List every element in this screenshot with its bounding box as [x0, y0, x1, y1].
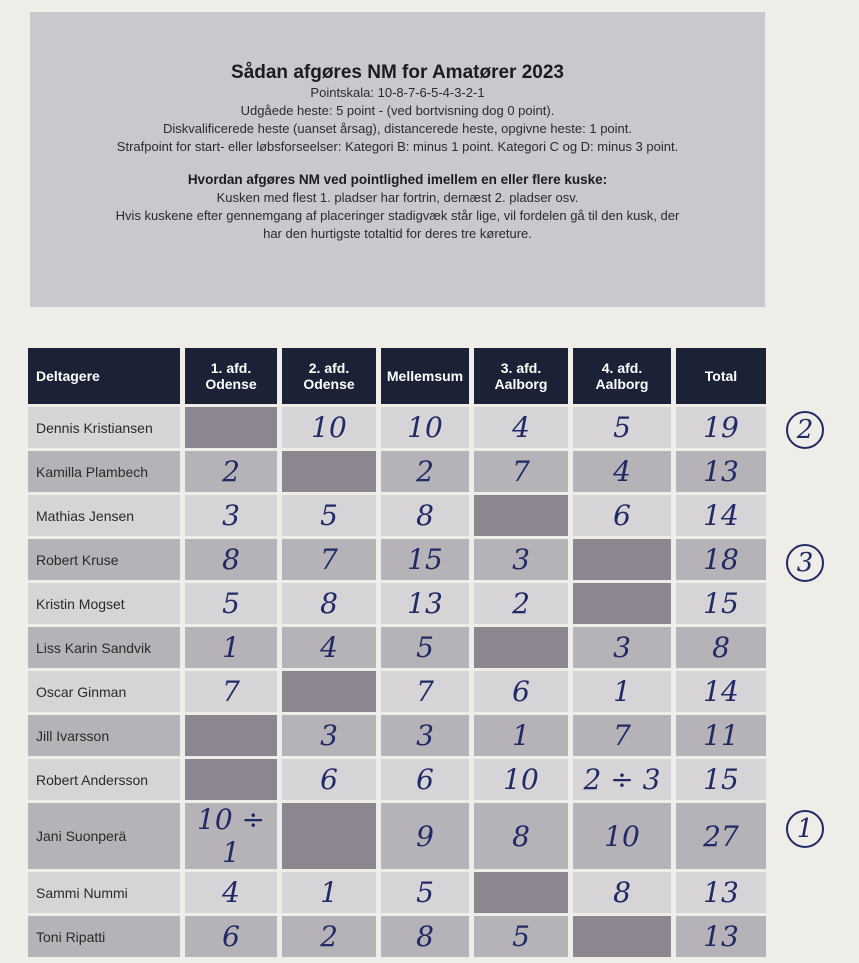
score-cell: 6	[573, 495, 671, 536]
score-cell: 3	[282, 715, 376, 756]
header-deltagere: Deltagere	[28, 348, 180, 404]
placement-circle: 1	[786, 810, 824, 848]
score-cell: 5	[474, 916, 568, 957]
participant-name: Toni Ripatti	[28, 916, 180, 957]
score-cell	[185, 715, 277, 756]
score-cell: 8	[676, 627, 766, 668]
score-cell: 8	[381, 495, 469, 536]
participant-name: Robert Kruse	[28, 539, 180, 580]
score-cell: 8	[474, 803, 568, 869]
table-row	[28, 627, 766, 668]
table-row	[28, 539, 766, 580]
rules-title: Sådan afgøres NM for Amatører 2023	[231, 62, 564, 83]
header-2-afd-text: 2. afd. Odense	[303, 360, 355, 392]
score-cell: 1	[185, 627, 277, 668]
score-cell: 7	[282, 539, 376, 580]
participant-name: Kamilla Plambech	[28, 451, 180, 492]
rules-line: Pointskala: 10-8-7-6-5-4-3-2-1	[310, 85, 485, 100]
table-row	[28, 451, 766, 492]
header-1-afd	[185, 348, 277, 404]
score-cell	[185, 407, 277, 448]
score-cell: 3	[381, 715, 469, 756]
score-cell: 3	[474, 539, 568, 580]
score-cell: 3	[185, 495, 277, 536]
score-cell: 8	[185, 539, 277, 580]
header-4-afd-text: 4. afd. Aalborg	[595, 360, 649, 392]
score-cell: 8	[282, 583, 376, 624]
score-cell: 7	[573, 715, 671, 756]
score-cell: 2	[474, 583, 568, 624]
header-1-afd-text: 1. afd. Odense	[205, 360, 257, 392]
score-cell	[573, 916, 671, 957]
score-cell: 10	[381, 407, 469, 448]
score-cell: 4	[282, 627, 376, 668]
score-cell: 15	[676, 759, 766, 800]
participant-name: Oscar Ginman	[28, 671, 180, 712]
participant-name: Jani Suonperä	[28, 803, 180, 869]
score-cell: 13	[676, 451, 766, 492]
score-cell: 5	[381, 627, 469, 668]
table-row	[28, 671, 766, 712]
score-cell: 5	[282, 495, 376, 536]
score-cell	[282, 451, 376, 492]
score-cell: 1	[474, 715, 568, 756]
table-row	[28, 715, 766, 756]
participant-name: Mathias Jensen	[28, 495, 180, 536]
score-cell: 4	[573, 451, 671, 492]
score-cell: 4	[474, 407, 568, 448]
score-cell: 15	[381, 539, 469, 580]
table-row	[28, 872, 766, 913]
score-cell: 1	[282, 872, 376, 913]
header-3-afd-text: 3. afd. Aalborg	[494, 360, 548, 392]
score-cell: 11	[676, 715, 766, 756]
score-cell: 8	[573, 872, 671, 913]
score-cell: 2	[185, 451, 277, 492]
score-cell: 9	[381, 803, 469, 869]
rules-box	[30, 12, 765, 307]
table-row	[28, 407, 766, 448]
score-cell: 3	[573, 627, 671, 668]
participant-name: Kristin Mogset	[28, 583, 180, 624]
score-cell: 6	[381, 759, 469, 800]
score-cell	[474, 495, 568, 536]
tie-line: har den hurtigste totaltid for deres tre køreture.	[263, 226, 532, 241]
tie-line: Kusken med flest 1. pladser har fortrin, dernæst 2. pladser osv.	[216, 190, 579, 205]
score-cell: 5	[573, 407, 671, 448]
placement-circle: 3	[786, 544, 824, 582]
score-cell	[573, 583, 671, 624]
score-cell	[573, 539, 671, 580]
score-cell	[474, 627, 568, 668]
table-row	[28, 583, 766, 624]
table-body	[28, 407, 766, 957]
table-row	[28, 495, 766, 536]
rules-line: Strafpoint for start- eller løbsforseelser: Kategori B: minus 1 point. Kategori C og D: minus 3 point.	[116, 139, 679, 154]
table-row	[28, 916, 766, 957]
score-cell: 27	[676, 803, 766, 869]
score-cell: 10 ÷ 1	[185, 803, 277, 869]
participant-name: Dennis Kristiansen	[28, 407, 180, 448]
score-cell: 2	[282, 916, 376, 957]
placement-circle: 2	[786, 411, 824, 449]
header-2-afd	[282, 348, 376, 404]
score-cell: 7	[185, 671, 277, 712]
score-cell: 18	[676, 539, 766, 580]
score-cell: 4	[185, 872, 277, 913]
score-cell: 15	[676, 583, 766, 624]
score-cell: 7	[474, 451, 568, 492]
score-cell: 6	[185, 916, 277, 957]
score-cell: 10	[282, 407, 376, 448]
score-cell: 5	[185, 583, 277, 624]
results-table	[23, 345, 771, 960]
score-cell	[185, 759, 277, 800]
participant-name: Jill Ivarsson	[28, 715, 180, 756]
score-cell: 13	[381, 583, 469, 624]
rules-line: Diskvalificerede heste (uanset årsag), distancerede heste, opgivne heste: 1 point.	[163, 121, 632, 136]
score-cell	[474, 872, 568, 913]
table-row	[28, 759, 766, 800]
score-cell: 6	[282, 759, 376, 800]
score-cell: 2 ÷ 3	[573, 759, 671, 800]
tie-line: Hvis kuskene efter gennemgang af placeringer stadigvæk står lige, vil fordelen gå til den kusk, der	[115, 208, 680, 223]
score-cell: 13	[676, 916, 766, 957]
header-total: Total	[676, 348, 766, 404]
score-cell: 14	[676, 671, 766, 712]
score-cell: 7	[381, 671, 469, 712]
score-cell: 2	[381, 451, 469, 492]
score-cell	[282, 671, 376, 712]
header-3-afd	[474, 348, 568, 404]
tie-heading: Hvordan afgøres NM ved pointlighed imellem en eller flere kuske:	[187, 172, 608, 187]
score-cell: 10	[573, 803, 671, 869]
header-4-afd	[573, 348, 671, 404]
rules-line: Udgåede heste: 5 point - (ved bortvisning dog 0 point).	[240, 103, 555, 118]
header-row	[28, 348, 766, 404]
score-cell: 13	[676, 872, 766, 913]
score-cell	[282, 803, 376, 869]
score-cell: 14	[676, 495, 766, 536]
score-cell: 19	[676, 407, 766, 448]
participant-name: Liss Karin Sandvik	[28, 627, 180, 668]
score-cell: 1	[573, 671, 671, 712]
table-row	[28, 803, 766, 869]
score-cell: 8	[381, 916, 469, 957]
header-mellemsum: Mellemsum	[381, 348, 469, 404]
score-cell: 10	[474, 759, 568, 800]
participant-name: Robert Andersson	[28, 759, 180, 800]
score-cell: 5	[381, 872, 469, 913]
participant-name: Sammi Nummi	[28, 872, 180, 913]
score-cell: 6	[474, 671, 568, 712]
